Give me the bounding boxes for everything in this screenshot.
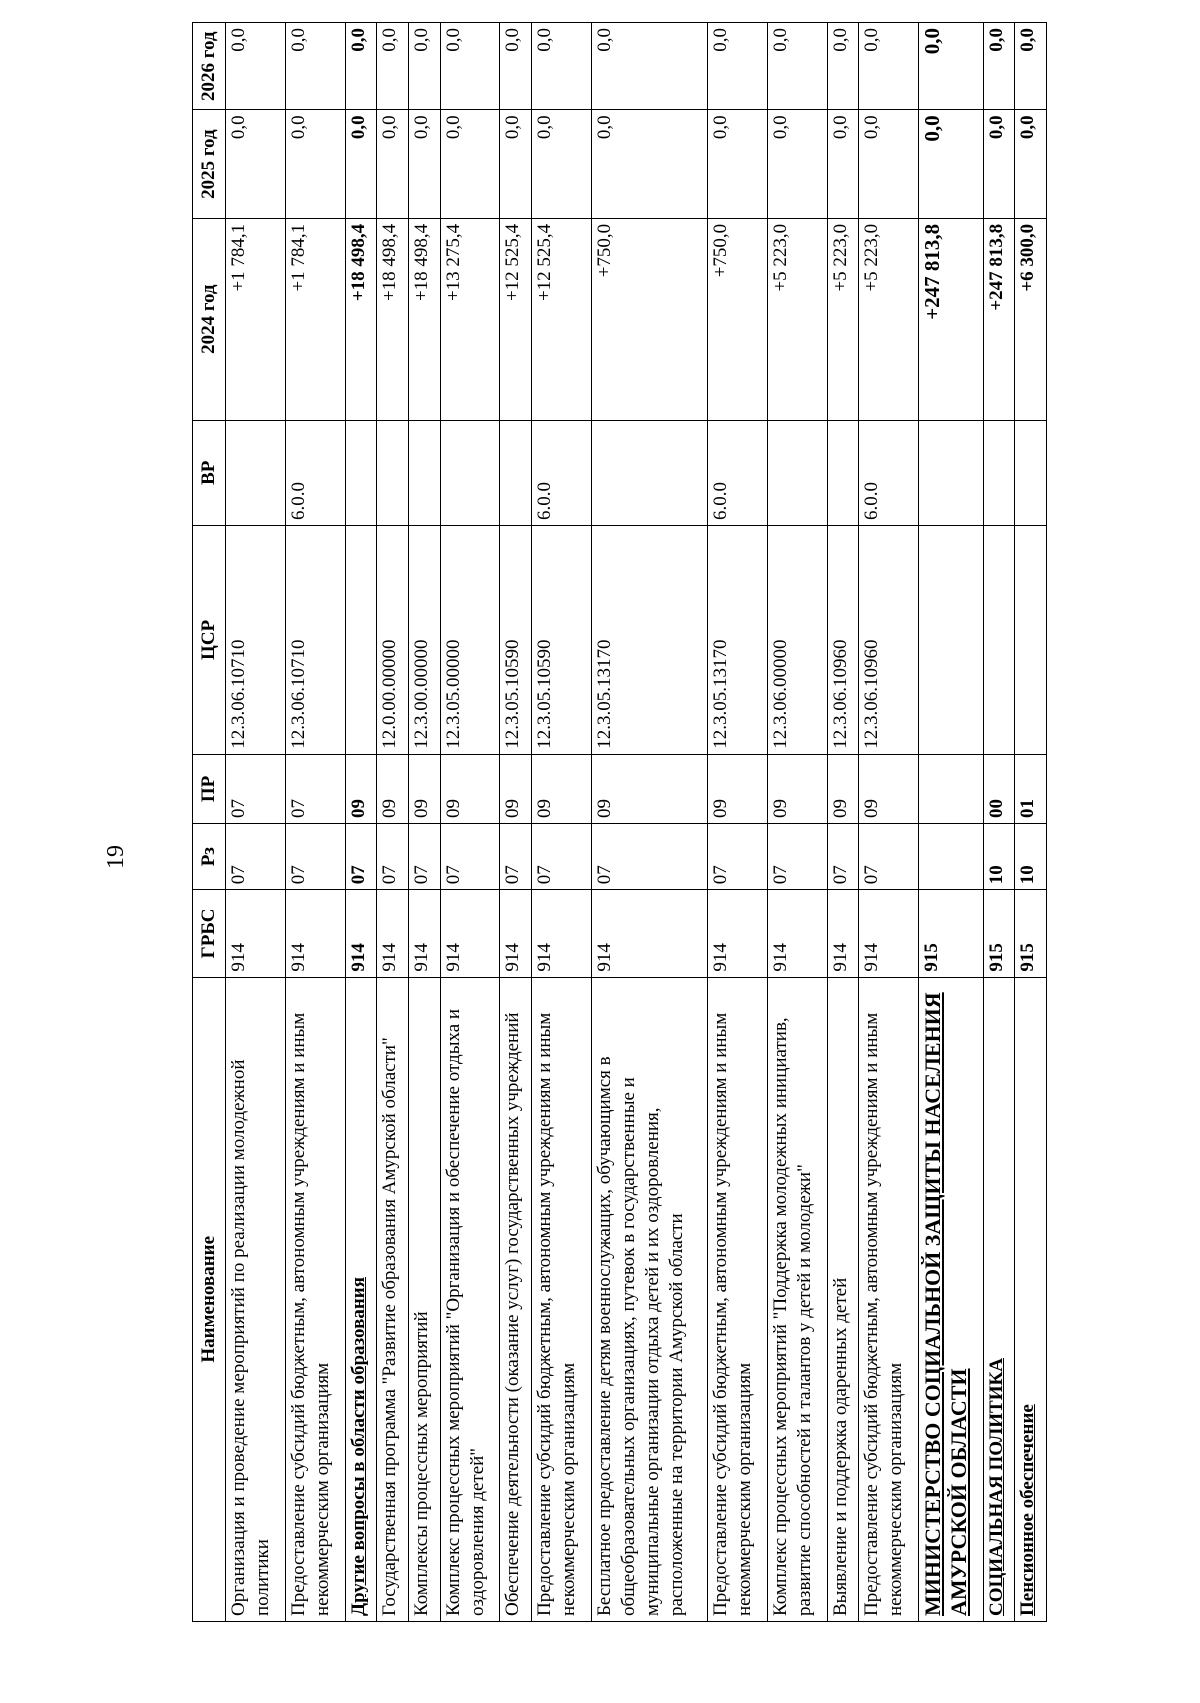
cell-csr: 12.3.06.10710 (285, 525, 345, 754)
cell-csr: 12.3.05.10590 (532, 525, 592, 754)
col-header-vr: ВР (193, 420, 226, 525)
cell-vr: 6.0.0 (285, 420, 345, 525)
table-row (1015, 23, 1047, 1622)
cell-2024: +6 300,0 (1015, 218, 1047, 420)
cell-rz: 07 (532, 824, 592, 890)
cell-pr: 09 (859, 754, 919, 823)
cell-pr (919, 754, 984, 823)
table-row (408, 23, 440, 1622)
table-row (345, 23, 377, 1622)
cell-rz: 10 (1015, 824, 1047, 890)
cell-grbs: 914 (859, 890, 919, 977)
table-row (767, 23, 827, 1622)
budget-table (192, 22, 1047, 1622)
cell-grbs: 914 (827, 890, 859, 977)
cell-2025: 0,0 (591, 110, 707, 218)
cell-rz: 07 (345, 824, 377, 890)
cell-2025: 0,0 (440, 110, 500, 218)
cell-name: Предоставление субсидий бюджетным, автономным учреждениям и иным некоммерческим организациям (707, 977, 767, 1621)
cell-2024: +13 275,4 (440, 218, 500, 420)
cell-rz: 07 (226, 824, 286, 890)
cell-pr: 09 (377, 754, 409, 823)
cell-vr (377, 420, 409, 525)
cell-2026: 0,0 (500, 23, 532, 110)
cell-2026: 0,0 (827, 23, 859, 110)
cell-grbs: 915 (983, 890, 1015, 977)
cell-pr: 09 (408, 754, 440, 823)
cell-2026: 0,0 (707, 23, 767, 110)
cell-2024: +5 223,0 (859, 218, 919, 420)
table-row (440, 23, 500, 1622)
cell-rz: 07 (767, 824, 827, 890)
cell-2025: 0,0 (285, 110, 345, 218)
cell-2025: 0,0 (1015, 110, 1047, 218)
cell-csr: 12.3.06.10960 (827, 525, 859, 754)
cell-csr: 12.3.05.13170 (591, 525, 707, 754)
cell-2025: 0,0 (767, 110, 827, 218)
cell-2025: 0,0 (919, 110, 984, 218)
cell-grbs: 914 (377, 890, 409, 977)
table-row (532, 23, 592, 1622)
cell-pr: 09 (500, 754, 532, 823)
col-header-2024: 2024 год (193, 218, 226, 420)
cell-pr: 09 (827, 754, 859, 823)
table-header-row (193, 23, 226, 1622)
cell-2024: +1 784,1 (285, 218, 345, 420)
cell-vr: 6.0.0 (532, 420, 592, 525)
cell-grbs: 914 (285, 890, 345, 977)
cell-grbs: 914 (408, 890, 440, 977)
col-header-pr: ПР (193, 754, 226, 823)
cell-csr (983, 525, 1015, 754)
cell-csr: 12.3.06.00000 (767, 525, 827, 754)
cell-pr: 09 (591, 754, 707, 823)
cell-pr: 09 (532, 754, 592, 823)
cell-vr (591, 420, 707, 525)
cell-grbs: 914 (345, 890, 377, 977)
cell-2024: +1 784,1 (226, 218, 286, 420)
cell-2025: 0,0 (827, 110, 859, 218)
cell-2024: +750,0 (707, 218, 767, 420)
cell-2025: 0,0 (377, 110, 409, 218)
cell-vr: 6.0.0 (859, 420, 919, 525)
col-header-grbs: ГРБС (193, 890, 226, 977)
cell-vr: 6.0.0 (707, 420, 767, 525)
cell-grbs: 914 (440, 890, 500, 977)
table-row (707, 23, 767, 1622)
cell-pr: 09 (440, 754, 500, 823)
cell-name: Обеспечение деятельности (оказание услуг) государственных учреждений (500, 977, 532, 1621)
cell-2024: +750,0 (591, 218, 707, 420)
page-number: 19 (103, 845, 129, 869)
cell-2026: 0,0 (591, 23, 707, 110)
table-row (226, 23, 286, 1622)
cell-2026: 0,0 (226, 23, 286, 110)
cell-name: Комплексы процессных мероприятий (408, 977, 440, 1621)
cell-vr (226, 420, 286, 525)
cell-pr: 07 (285, 754, 345, 823)
cell-csr: 12.3.05.00000 (440, 525, 500, 754)
cell-name: Организация и проведение мероприятий по реализации молодежной политики (226, 977, 286, 1621)
table-row (285, 23, 345, 1622)
cell-vr (408, 420, 440, 525)
cell-2024: +5 223,0 (827, 218, 859, 420)
cell-2024: +5 223,0 (767, 218, 827, 420)
cell-name: Бесплатное предоставление детям военнослужащих, обучающимся в общеобразовательных организациях, путевок в государственные и муниципальные организации отдыха детей и их оздоровления, расположенные на территории Амурской области (591, 977, 707, 1621)
cell-pr: 09 (345, 754, 377, 823)
cell-name: Выявление и поддержка одаренных детей (827, 977, 859, 1621)
cell-grbs: 915 (919, 890, 984, 977)
cell-rz: 07 (591, 824, 707, 890)
cell-name: Пенсионное обеспечение (1015, 977, 1047, 1621)
cell-name: Предоставление субсидий бюджетным, автономным учреждениям и иным некоммерческим организациям (285, 977, 345, 1621)
cell-grbs: 914 (500, 890, 532, 977)
cell-rz: 07 (707, 824, 767, 890)
cell-rz: 07 (859, 824, 919, 890)
cell-2025: 0,0 (345, 110, 377, 218)
cell-name: Комплекс процессных мероприятий "Организация и обеспечение отдыха и оздоровления детей" (440, 977, 500, 1621)
cell-name: Предоставление субсидий бюджетным, автономным учреждениям и иным некоммерческим организациям (532, 977, 592, 1621)
cell-name: СОЦИАЛЬНАЯ ПОЛИТИКА (983, 977, 1015, 1621)
cell-2025: 0,0 (707, 110, 767, 218)
cell-vr (345, 420, 377, 525)
cell-pr: 09 (707, 754, 767, 823)
cell-rz: 07 (827, 824, 859, 890)
cell-vr (1015, 420, 1047, 525)
table-row (591, 23, 707, 1622)
cell-csr: 12.3.05.10590 (500, 525, 532, 754)
cell-name: Другие вопросы в области образования (345, 977, 377, 1621)
cell-csr: 12.3.05.13170 (707, 525, 767, 754)
cell-2026: 0,0 (377, 23, 409, 110)
cell-pr: 09 (767, 754, 827, 823)
table-wrapper (192, 22, 1047, 1622)
cell-2025: 0,0 (226, 110, 286, 218)
cell-csr: 12.0.00.00000 (377, 525, 409, 754)
col-header-2025: 2025 год (193, 110, 226, 218)
cell-vr (983, 420, 1015, 525)
cell-rz: 07 (500, 824, 532, 890)
table-row (377, 23, 409, 1622)
cell-csr: 12.3.06.10960 (859, 525, 919, 754)
cell-2026: 0,0 (919, 23, 984, 110)
cell-2026: 0,0 (859, 23, 919, 110)
cell-name: МИНИСТЕРСТВО СОЦИАЛЬНОЙ ЗАЩИТЫ НАСЕЛЕНИЯ АМУРСКОЙ ОБЛАСТИ (919, 977, 984, 1621)
cell-2026: 0,0 (408, 23, 440, 110)
cell-grbs: 914 (767, 890, 827, 977)
cell-2024: +18 498,4 (377, 218, 409, 420)
table-row (919, 23, 984, 1622)
table-row (827, 23, 859, 1622)
cell-csr: 12.3.00.00000 (408, 525, 440, 754)
col-header-csr: ЦСР (193, 525, 226, 754)
cell-2026: 0,0 (532, 23, 592, 110)
table-row (500, 23, 532, 1622)
cell-2024: +247 813,8 (919, 218, 984, 420)
cell-2025: 0,0 (500, 110, 532, 218)
cell-2026: 0,0 (440, 23, 500, 110)
cell-name: Государственная программа "Развитие образования Амурской области" (377, 977, 409, 1621)
cell-2026: 0,0 (1015, 23, 1047, 110)
cell-rz: 10 (983, 824, 1015, 890)
cell-2024: +18 498,4 (408, 218, 440, 420)
cell-rz (919, 824, 984, 890)
cell-2026: 0,0 (285, 23, 345, 110)
table-row (983, 23, 1015, 1622)
cell-2026: 0,0 (983, 23, 1015, 110)
cell-2024: +247 813,8 (983, 218, 1015, 420)
cell-grbs: 914 (226, 890, 286, 977)
cell-grbs: 914 (591, 890, 707, 977)
cell-vr (500, 420, 532, 525)
cell-csr (1015, 525, 1047, 754)
cell-vr (440, 420, 500, 525)
col-header-rz: Рз (193, 824, 226, 890)
cell-vr (767, 420, 827, 525)
cell-grbs: 915 (1015, 890, 1047, 977)
cell-2025: 0,0 (408, 110, 440, 218)
cell-2024: +12 525,4 (500, 218, 532, 420)
cell-csr (919, 525, 984, 754)
cell-name: Комплекс процессных мероприятий "Поддержка молодежных инициатив, развитие способностей и талантов у детей и молодежи" (767, 977, 827, 1621)
cell-pr: 01 (1015, 754, 1047, 823)
cell-grbs: 914 (532, 890, 592, 977)
cell-name: Предоставление субсидий бюджетным, автономным учреждениям и иным некоммерческим организациям (859, 977, 919, 1621)
cell-2026: 0,0 (767, 23, 827, 110)
cell-csr (345, 525, 377, 754)
cell-rz: 07 (408, 824, 440, 890)
cell-rz: 07 (440, 824, 500, 890)
cell-vr (919, 420, 984, 525)
col-header-2026: 2026 год (193, 23, 226, 110)
cell-2025: 0,0 (532, 110, 592, 218)
cell-2024: +12 525,4 (532, 218, 592, 420)
cell-pr: 07 (226, 754, 286, 823)
cell-2026: 0,0 (345, 23, 377, 110)
cell-vr (827, 420, 859, 525)
cell-grbs: 914 (707, 890, 767, 977)
col-header-name: Наименование (193, 977, 226, 1621)
cell-csr: 12.3.06.10710 (226, 525, 286, 754)
table-row (859, 23, 919, 1622)
cell-rz: 07 (285, 824, 345, 890)
cell-pr: 00 (983, 754, 1015, 823)
cell-2025: 0,0 (859, 110, 919, 218)
cell-2025: 0,0 (983, 110, 1015, 218)
cell-2024: +18 498,4 (345, 218, 377, 420)
cell-rz: 07 (377, 824, 409, 890)
